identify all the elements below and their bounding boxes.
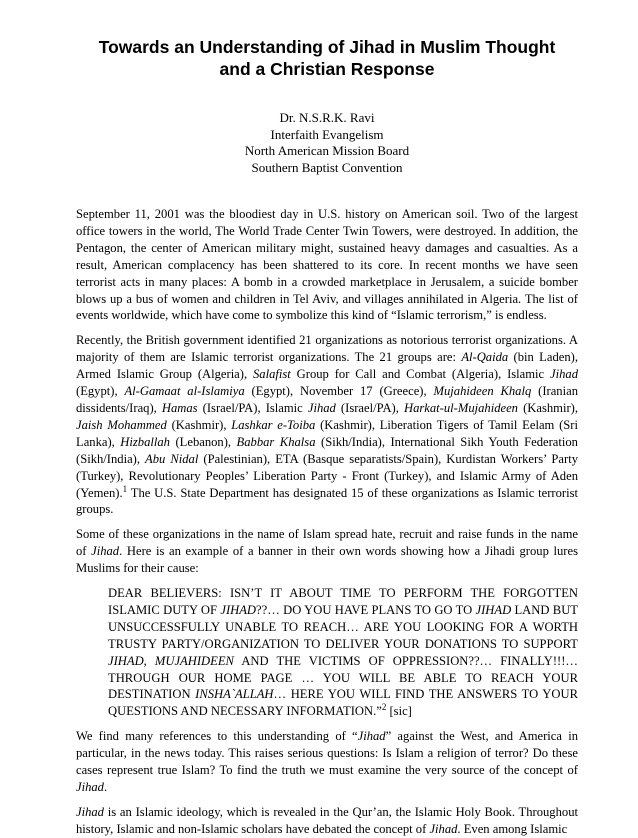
document-title xyxy=(76,36,578,80)
paragraph-terrorist-organizations: Recently, the British government identified 21 organizations as notorious terrorist organizations. A majority of them are Islamic terrorist organizations. The 21 groups are: Al-Qaida (bin Laden), Armed Islamic Group (Algeria), Salafist Group for Call and Combat (Algeria), Islamic Jihad (Egypt), Al-Gamaat al-Islamiya (Egypt), November 17 (Greece), Mujahideen Khalq (Iranian dissidents/Iraq), Hamas (Israel/PA), Islamic Jihad (Israel/PA), Harkat-ul-Mujahideen (Kashmir), Jaish Mohammed (Kashmir), Lashkar e-Toiba (Kashmir), Liberation Tigers of Tamil Eelam (Sri Lanka), Hizballah (Lebanon), Babbar Khalsa (Sikh/India), International Sikh Youth Federation (Sikh/India), Abu Nidal (Palestinian), ETA (Basque separatists/Spain), Kurdistan Workers’ Party (Turkey), Revolutionary Peoples’ Liberation Party - Front (Turkey), and Islamic Army of Aden (Yemen).$^1$ The U.S. State Department has designated 15 of these organizations as Islamic terrorist groups. xyxy=(76,333,578,517)
footnote-ref-1[interactable]: 1 xyxy=(122,483,128,494)
paragraph-jihad-ideology: Jihad is an Islamic ideology, which is revealed in the Qur’an, the Islamic Holy Book. Throughout history, Islamic and non-Islamic scholars have debated the concept of Jihad. Even among Islamic xyxy=(76,804,578,836)
author-block xyxy=(76,110,578,176)
banner-quote: DEAR BELIEVERS: ISN’T IT ABOUT TIME TO PERFORM THE FORGOTTEN ISLAMIC DUTY OF JIHAD??… DO YOU HAVE PLANS TO GO TO JIHAD LAND BUT UNSUCCESSFULLY UNABLE TO REACH… ARE YOU LOOKING FOR A WORTH TRUSTY PARTY/ORGANIZATION TO DELIVER YOUR DONATIONS TO SUPPORT JIHAD, MUJAHIDEEN AND THE VICTIMS OF OPPRESSION??… FINALLY!!!… THROUGH OUR HOME PAGE … YOU WILL BE ABLE TO REACH YOUR DESTINATION INSHA`ALLAH… HERE YOU WILL FIND THE ANSWERS TO YOUR QUESTIONS AND NECESSARY INFORMATION.”$^2$ [sic] xyxy=(108,586,579,719)
paragraph-september-11: September 11, 2001 was the bloodiest day in U.S. history on American soil. Two of the largest office towers in the world, The World Trade Center Twin Towers, were destroyed. In addition, the Pentagon, the center of American military might, sustained heavy damages and casualties. As a result, American complacency has been shattered to its core. In recent months we have seen terrorist acts in many places: A bomb in a crowded marketplace in Jerusalem, a suicide bomber blows up a bus of women and children in Tel Aviv, and villages annihilated in Algeria. The list of events worldwide, which have come to symbolize this kind of “Islamic terrorism,” is endless. xyxy=(76,207,578,323)
author-org: North American Mission Board xyxy=(244,143,410,158)
paragraph-banner-intro: Some of these organizations in the name of Islam spread hate, recruit and raise funds in the name of Jihad. Here is an example of a banner in their own words showing how a Jihadi group lures Muslims for their cause: xyxy=(76,527,578,576)
author-name: Dr. N.S.R.K. Ravi xyxy=(279,110,375,125)
footnote-ref-2[interactable]: 2 xyxy=(381,702,387,713)
title-line-1: Towards an Understanding of Jihad in Muslim Thought xyxy=(98,37,556,57)
title-line-2: and a Christian Response xyxy=(219,59,435,79)
author-convention: Southern Baptist Convention xyxy=(251,159,403,175)
author-role: Interfaith Evangelism xyxy=(270,126,384,142)
paragraph-references: We find many references to this understanding of “Jihad” against the West, and America in particular, in the news today. This raises serious questions: Is Islam a religion of terror? Do these cases represent true Islam? To find the truth we must examine the very source of the concept of Jihad. xyxy=(76,729,578,794)
